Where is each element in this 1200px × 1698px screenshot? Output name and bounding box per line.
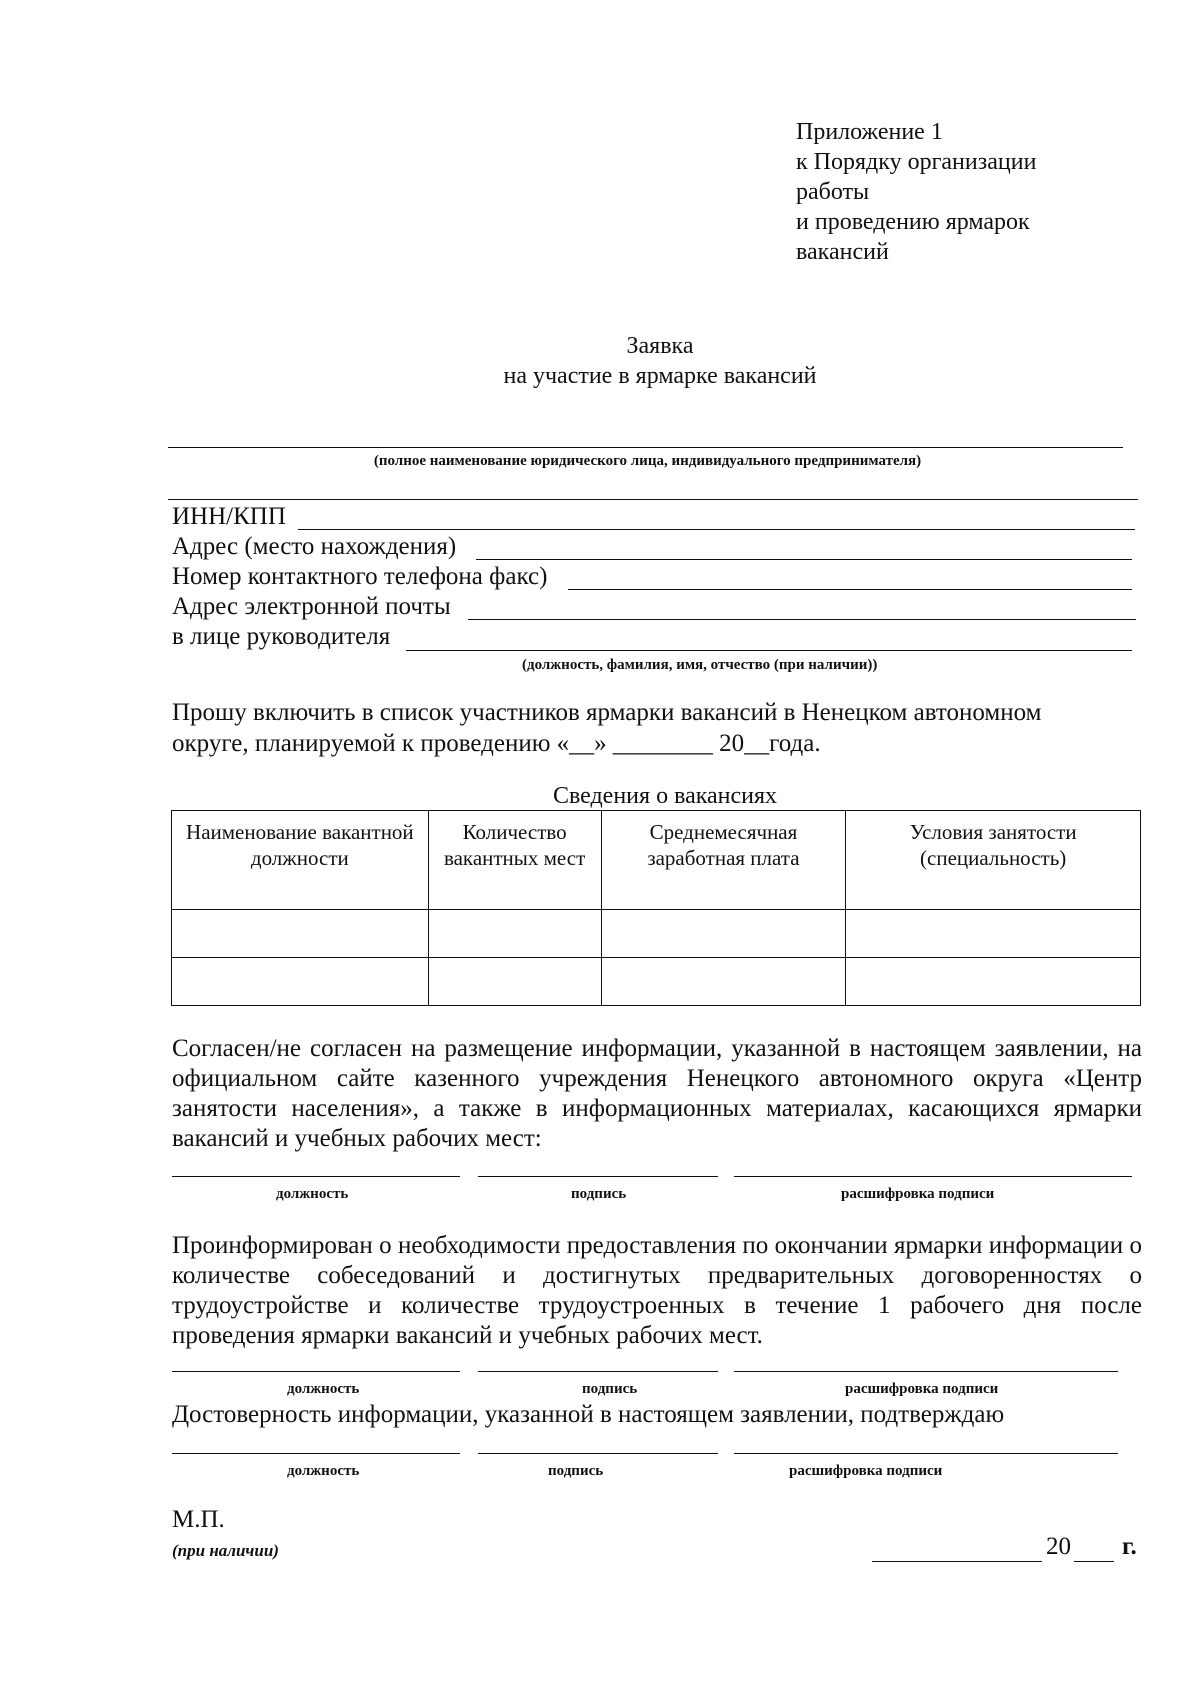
address-field[interactable] [476, 559, 1132, 560]
phone-label: Номер контактного телефона факс) [172, 563, 548, 590]
request-line-2: округе, планируемой к проведению «__» ________ 20__года. [172, 730, 821, 757]
date-year-prefix: 20 [1046, 1533, 1071, 1560]
email-label: Адрес электронной почты [172, 593, 451, 620]
consent-paragraph: Согласен/не согласен на размещение информации, указанной в настоящем заявлении, на официальном сайте казенного учреждения Ненецкого автономного округа «Центр занятости населения», а также в информационных материалах, касающихся ярмарки вакансий и учебных рабочих мест: [172, 1035, 1142, 1152]
table-cell[interactable] [846, 910, 1141, 958]
col-header-conditions: Условия занятости (специальность) [846, 811, 1141, 910]
table-row [172, 910, 1141, 958]
appendix-line-3: работы [796, 179, 870, 205]
request-text-1: Прошу включить в список участников ярмарки вакансий в Ненецком автономном [172, 699, 1042, 726]
head-label: в лице руководителя [172, 623, 391, 650]
col-header-position: Наименование вакантной должности [172, 811, 429, 910]
col-header-salary: Среднемесячная заработная плата [601, 811, 846, 910]
col-header-count: Количество вакантных мест [428, 811, 601, 910]
sign2-decode-caption: расшифровка подписи [845, 1381, 999, 1397]
table-cell[interactable] [428, 910, 601, 958]
sign1-decode-caption: расшифровка подписи [841, 1186, 995, 1202]
document-title: Заявка [626, 333, 694, 359]
informed-paragraph: Проинформирован о необходимости предоставления по окончании ярмарки информации о количестве собеседований и достигнутых предварительных договоренностях о трудоустройстве и количестве трудоустроенных в течение 1 рабочего дня после проведения ярмарки вакансий и учебных рабочих мест. [172, 1232, 1142, 1349]
sign2-position-line[interactable] [172, 1371, 460, 1372]
table-cell[interactable] [172, 958, 429, 1006]
org-name-caption: (полное наименование юридического лица, индивидуального предпринимателя) [373, 453, 922, 469]
head-field[interactable] [406, 650, 1132, 651]
org-name-line-2[interactable] [168, 499, 1138, 500]
sign1-position-caption: должность [276, 1186, 349, 1202]
sign2-signature-line[interactable] [478, 1371, 718, 1372]
inn-kpp-label: ИНН/КПП [172, 503, 286, 530]
sign2-signature-caption: подпись [582, 1381, 638, 1397]
sign3-signature-line[interactable] [478, 1453, 718, 1454]
table-cell[interactable] [601, 958, 846, 1006]
sign1-signature-line[interactable] [478, 1176, 718, 1177]
stamp-note: (при наличии) [172, 1541, 279, 1560]
sign3-position-caption: должность [287, 1463, 360, 1479]
table-cell[interactable] [601, 910, 846, 958]
table-cell[interactable] [846, 958, 1141, 1006]
vacancies-table [171, 810, 1141, 1006]
vacancies-heading: Сведения о вакансиях [552, 783, 778, 809]
sign1-position-line[interactable] [172, 1176, 460, 1177]
sign1-decode-line[interactable] [734, 1176, 1132, 1177]
table-header-row [172, 811, 1141, 910]
sign2-decode-line[interactable] [734, 1371, 1118, 1372]
head-caption: (должность, фамилия, имя, отчество (при наличии)) [522, 657, 878, 673]
confirm-text: Достоверность информации, указанной в настоящем заявлении, подтверждаю [172, 1401, 1005, 1428]
appendix-block [796, 117, 1036, 267]
appendix-line-1: Приложение 1 [796, 119, 943, 145]
phone-field[interactable] [568, 589, 1132, 590]
sign1-signature-caption: подпись [571, 1186, 627, 1202]
email-field[interactable] [468, 619, 1136, 620]
sign3-signature-caption: подпись [548, 1463, 604, 1479]
appendix-line-5: вакансий [796, 239, 889, 265]
address-label: Адрес (место нахождения) [172, 533, 457, 560]
request-line-1 [172, 698, 1142, 728]
sign3-decode-line[interactable] [734, 1453, 1118, 1454]
stamp-label: М.П. [172, 1506, 225, 1533]
sign2-position-caption: должность [287, 1381, 360, 1397]
table-row [172, 958, 1141, 1006]
date-day-month-line[interactable] [872, 1561, 1042, 1562]
org-name-line[interactable] [168, 447, 1123, 448]
date-suffix: г. [1122, 1533, 1137, 1560]
document-subtitle: на участие в ярмарке вакансий [503, 363, 817, 389]
inn-kpp-field[interactable] [298, 529, 1135, 530]
table-cell[interactable] [428, 958, 601, 1006]
sign3-decode-caption: расшифровка подписи [789, 1463, 943, 1479]
appendix-line-4: и проведению ярмарок [796, 209, 1030, 235]
appendix-line-2: к Порядку организации [796, 149, 1037, 175]
date-year-line[interactable] [1074, 1561, 1114, 1562]
table-cell[interactable] [172, 910, 429, 958]
sign3-position-line[interactable] [172, 1453, 460, 1454]
